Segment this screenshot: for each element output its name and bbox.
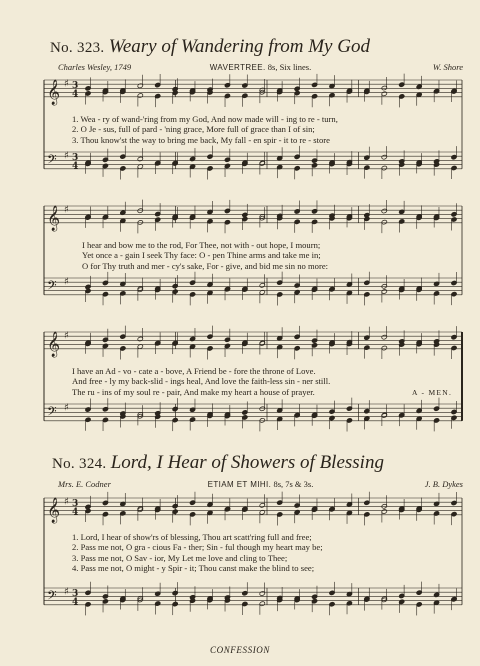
sharp-icon: ♯	[64, 204, 69, 216]
lyric-line: 1. Wea - ry of wand-'ring from my God, And now made will - ing to re - turn,	[72, 114, 338, 124]
lyrics-block-3	[72, 366, 460, 397]
hymn-323-title	[50, 36, 450, 58]
hymn-number: No. 324.	[52, 456, 107, 472]
sharp-icon: ♯	[64, 276, 69, 288]
sharp-icon: ♯	[64, 150, 69, 162]
lyric-line: Yet once a - gain I seek Thy face: O - pen Thine arms and take me in;	[82, 250, 321, 261]
lyric-line: 1. Lord, I hear of show'rs of blessing, Thou art scatt'ring full and free;	[72, 532, 312, 542]
lyric-line: 2. O Je - sus, full of pard - 'ning grace, More full of grace than I of sin;	[72, 124, 315, 135]
lyric-line: And free - ly my back-slid - ings heal, And love the faith-less sin - ner still.	[72, 376, 331, 387]
hymn-number: No. 323.	[50, 40, 105, 56]
lyric-line: 3. Thou know'st the way to bring me back, My fall - en spir - it to re - store	[72, 134, 330, 145]
time-signature: 4	[72, 507, 79, 518]
treble-clef-icon: 𝄞	[47, 497, 61, 523]
section-label: CONFESSION	[210, 645, 270, 655]
lyrics-block-4	[72, 532, 460, 574]
composer: W. Shore	[432, 62, 463, 72]
amen-label: A - MEN.	[412, 388, 453, 397]
lyrics-block-1	[72, 114, 460, 145]
hymn-name: Weary of Wandering from My God	[108, 36, 370, 57]
sharp-icon: ♯	[64, 330, 69, 342]
bass-clef-icon: 𝄢	[47, 403, 57, 422]
meter: 8s, 7s & 3s.	[273, 479, 314, 489]
tune-name: ETIAM ET MIHI.	[207, 480, 272, 489]
lyrics-block-2	[82, 240, 470, 271]
treble-clef-icon: 𝄞	[47, 79, 61, 105]
author: Charles Wesley, 1749	[58, 62, 132, 72]
sharp-icon: ♯	[64, 586, 69, 598]
bass-clef-icon: 𝄢	[47, 277, 57, 296]
lyric-line: 2. Pass me not, O gra - cious Fa - ther; Sin - ful though my heart may be;	[72, 542, 323, 553]
lyric-line: I have an Ad - vo - cate a - bove, A Friend be - fore the throne of Love.	[72, 366, 316, 376]
time-signature: 3	[72, 498, 79, 509]
sharp-icon: ♯	[64, 496, 69, 508]
bass-clef-icon: 𝄢	[47, 151, 57, 170]
treble-clef-icon: 𝄞	[47, 205, 61, 231]
time-signature: 4	[72, 597, 79, 608]
meter: 8s, Six lines.	[267, 62, 312, 72]
time-signature: 4	[72, 161, 79, 172]
tune-name: WAVERTREE.	[209, 63, 266, 72]
sharp-icon: ♯	[64, 78, 69, 90]
lyric-line: 4. Pass me not, O might - y Spir - it; Thou canst make the blind to see;	[72, 563, 315, 574]
lyric-line: 3. Pass me not, O Sav - ior, My Let me love and cling to Thee;	[72, 552, 288, 563]
time-signature: 4	[72, 89, 79, 100]
lyric-line: O for Thy truth and mer - cy's sake, For - give, and bid me sin no more:	[82, 260, 329, 271]
lyric-line: The ru - ins of my soul re - pair, And make my heart a house of prayer.	[72, 386, 315, 397]
author: Mrs. E. Codner	[58, 479, 111, 489]
time-signature: 3	[72, 588, 79, 599]
time-signature: 3	[72, 152, 79, 163]
sharp-icon: ♯	[64, 402, 69, 414]
bass-clef-icon: 𝄢	[47, 587, 57, 606]
hymn-324-title	[52, 452, 452, 474]
lyric-line: I hear and bow me to the rod, For Thee, not with - out hope, I mourn;	[82, 240, 321, 250]
time-signature: 3	[72, 80, 79, 91]
hymn-name: Lord, I Hear of Showers of Blessing	[110, 452, 384, 473]
composer: J. B. Dykes	[424, 479, 463, 489]
treble-clef-icon: 𝄞	[47, 331, 61, 357]
